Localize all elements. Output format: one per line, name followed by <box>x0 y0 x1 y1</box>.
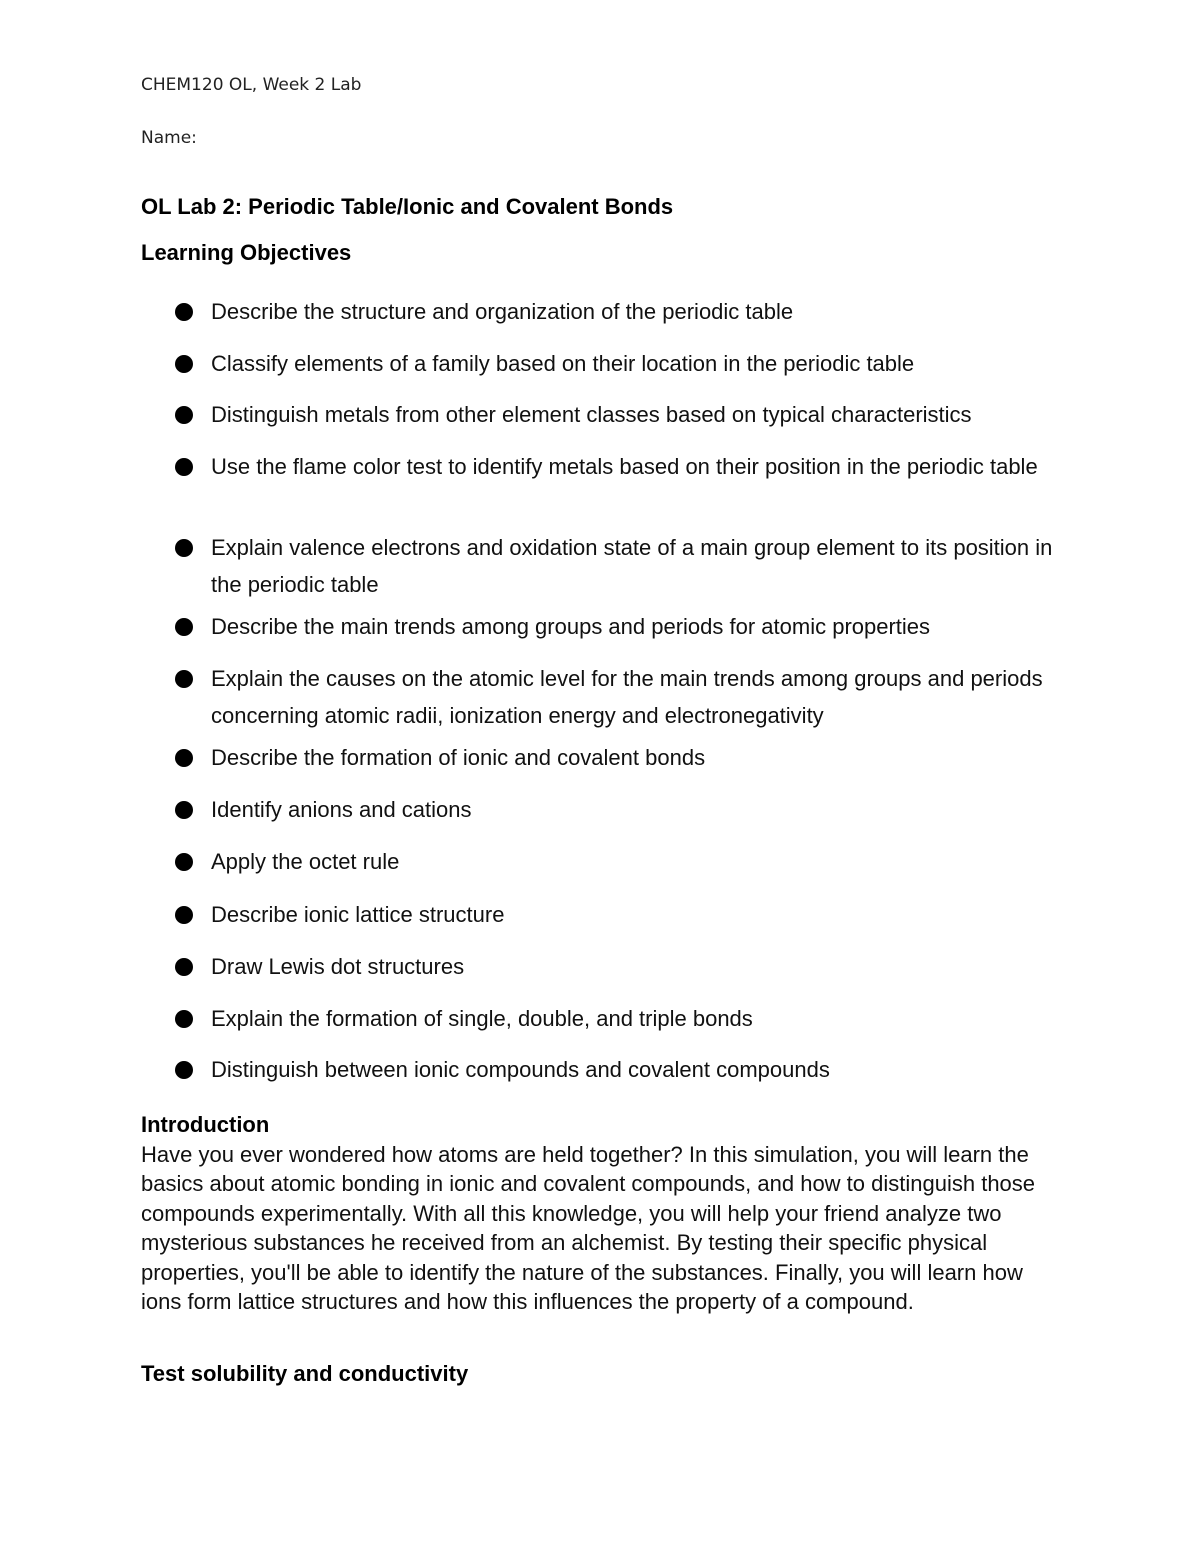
bullet-icon <box>175 539 193 557</box>
objective-text: Distinguish between ionic compounds and covalent compounds <box>211 1057 830 1082</box>
name-label: Name: <box>141 128 197 148</box>
objective-text: Apply the octet rule <box>211 849 400 874</box>
bullet-icon <box>175 406 193 424</box>
objective-text: Describe the main trends among groups and periods for atomic properties <box>211 614 931 639</box>
bullet-icon <box>175 749 193 767</box>
introduction-paragraph: Have you ever wondered how atoms are held together? In this simulation, you will learn the basics about atomic bonding in ionic and covalent compounds, and how to distinguish those compounds experimentally. With all this knowledge, you will help your friend analyze two mysterious substances he received from an alchemist. By testing their specific physical properties, you'll be able to identify the nature of the substances. Finally, you will learn how ions form lattice structures and how this influences the property of a compound. <box>141 1142 1036 1315</box>
objective-text: Explain the causes on the atomic level for the main trends among groups and periods concerning atomic radii, ionization energy and electronegativity <box>211 666 1043 728</box>
bullet-icon <box>175 801 193 819</box>
objective-item <box>175 896 1055 933</box>
bullet-icon <box>175 303 193 321</box>
introduction-heading: Introduction <box>141 1112 270 1137</box>
bullet-icon <box>175 853 193 871</box>
objective-text: Identify anions and cations <box>211 797 472 822</box>
section-heading: Test solubility and conductivity <box>141 1361 469 1386</box>
bullet-icon <box>175 1010 193 1028</box>
objective-text: Use the flame color test to identify metals based on their position in the periodic table <box>211 454 1038 479</box>
objective-item <box>175 396 1055 433</box>
bullet-icon <box>175 458 193 476</box>
objective-item <box>175 448 1055 485</box>
learning-objectives-heading: Learning Objectives <box>141 240 352 265</box>
objective-item <box>175 948 1055 985</box>
objective-text: Explain the formation of single, double, and triple bonds <box>211 1006 753 1031</box>
objective-item <box>175 843 1055 880</box>
objective-item <box>175 345 1055 382</box>
bullet-icon <box>175 958 193 976</box>
objective-item <box>175 660 1055 734</box>
lab-title: OL Lab 2: Periodic Table/Ionic and Covalent Bonds <box>141 194 674 219</box>
objective-item <box>175 1000 1055 1037</box>
objective-item <box>175 1051 1055 1088</box>
course-header: CHEM120 OL, Week 2 Lab <box>141 75 362 95</box>
bullet-icon <box>175 670 193 688</box>
objective-item <box>175 608 1055 645</box>
bullet-icon <box>175 618 193 636</box>
objective-item <box>175 791 1055 828</box>
bullet-icon <box>175 906 193 924</box>
objective-item <box>175 293 1055 330</box>
objective-text: Describe ionic lattice structure <box>211 902 505 927</box>
bullet-icon <box>175 1061 193 1079</box>
objective-text: Draw Lewis dot structures <box>211 954 465 979</box>
objective-item <box>175 529 1055 603</box>
objective-text: Classify elements of a family based on their location in the periodic table <box>211 351 915 376</box>
objective-item <box>175 739 1055 776</box>
bullet-icon <box>175 355 193 373</box>
objective-text: Distinguish metals from other element classes based on typical characteristics <box>211 402 972 427</box>
objective-text: Describe the formation of ionic and covalent bonds <box>211 745 706 770</box>
objective-text: Explain valence electrons and oxidation state of a main group element to its position in the periodic table <box>211 535 1053 597</box>
objective-text: Describe the structure and organization of the periodic table <box>211 299 794 324</box>
